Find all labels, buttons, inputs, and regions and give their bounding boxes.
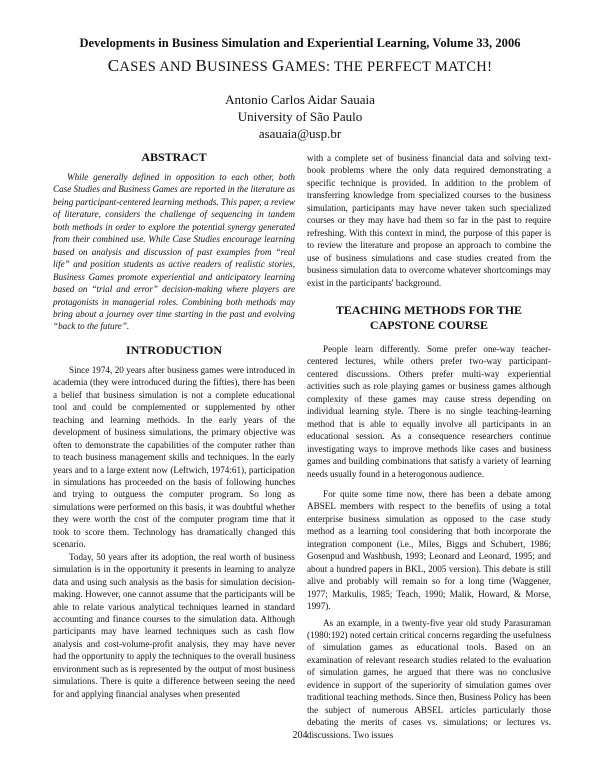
- author-name: Antonio Carlos Aidar Sauaia: [225, 92, 375, 107]
- introduction-heading: INTRODUCTION: [125, 342, 222, 357]
- teaching-methods-heading: TEACHING METHODS FOR THE CAPSTONE COURSE: [335, 302, 523, 332]
- running-header: Developments in Business Simulation and Experiential Learning, Volume 33, 2006: [79, 36, 521, 50]
- page-number: 204: [292, 730, 308, 741]
- left-column: [53, 150, 295, 700]
- introduction-continued: with a complete set of business financial data and solving text-book problems where the only data required demonstrating a specific technique is provided. In addition to the problem of transferring knowledge from specialized courses to the business simulation, participants may have never taken such specialized courses or they may have had them so far in the past to require refreshing. With this context in mind, the purpose of this paper is to review the literature and propose an approach to combine the use of business simulations and case studies created from the business simulation data to overcome whatever shortcomings may exist in the participants' background.: [307, 153, 551, 288]
- introduction-paragraph: Today, 50 years after its adoption, the real worth of business simulation is in the opportunity it presents in learning to analyze data and using such analysis as the basis for simulation decision-making. However, one cannot assume that the participants will be able to relate various analytical techniques learned in standard accounting and finance courses to the simulation data. Although participants may have learned techniques such as cash flow analysis and cost-volume-profit analysis, they may have never had the opportunity to apply the techniques to the overall business environment such as is represented by the output of most business simulations. There is quite a difference between seeing the need for and applying financial analyses when presented: [53, 551, 295, 699]
- title-part: G: [271, 56, 285, 75]
- author-affiliation: University of São Paulo: [237, 109, 363, 124]
- introduction-paragraph: Since 1974, 20 years after business games were introduced in academia (they were introduced during the fifties), there has been a belief that business simulation is not a complete educational tool and could be complemented or supplemented by other teaching and learning methods. In the early years of the development of business simulations, the primary objective was often to demonstrate the capabilities of the computer rather than to teach business management skills and techniques. In the early years and to a large extent now (Leftwich, 1974:61), participation in simulations has proceeded on the basis of following hunches and trying to outguess the computer program. So long as simulations were performed on this basis, it was doubtful whether they were worth the cost of the computer program time that it took to score them. Technology has dramatically changed this scenario.: [53, 364, 295, 550]
- teaching-methods-paragraph: People learn differently. Some prefer one-way teacher-centered lectures, while others prefer two-way participant-centered discussions. Others prefer multi-way experiential activities such as role playing games or business games although complexity of these games may cause stress depending on individual learning style. There is no single teaching-learning method that is able to equally involve all participants in an educational session. As a consequence researchers continue investigating ways to improve methods like cases and business games and building combinations that satisfy a variety of learning needs usually found in a heterogonous audience.: [307, 343, 551, 479]
- author-block: [0, 91, 600, 142]
- teaching-methods-paragraph: As an example, in a twenty-five year old study Parasuraman (1980:192) noted certain critical concerns regarding the usefulness of simulation games as educational tools. Based on an examination of relevant research studies related to the evaluation of simulation games, he argued that there was no conclusive evidence in support of the superiority of simulation games over traditional teaching methods. Since then, Business Policy has been the subject of numerous ABSEL articles particularly those debating the merits of cases vs. simulations; or lectures vs. discussions. Two issues: [307, 617, 551, 740]
- abstract-heading: ABSTRACT: [141, 150, 207, 164]
- right-column: [307, 152, 551, 741]
- title-part: AMES: THE PERFECT MATCH!: [284, 59, 493, 75]
- title-part: ASES AND: [119, 59, 196, 75]
- paper-title: [0, 56, 600, 76]
- title-part: B: [195, 56, 208, 75]
- teaching-methods-paragraph: For quite some time now, there has been a debate among ABSEL members with respect to the benefits of using a total enterprise business simulation as opposed to the case study method as a learning tool considering that both incorporate the integration component (i.e., Miles, Biggs and Schubert, 1986; Gosenpud and Washbush, 1993; Leonard and Leonard, 1995; and about a hundred papers in BKL, 2005 version). This debate is still alive and probably will remain so for a long time (Waggener, 1977; Markulis, 1985; Teach, 1990; Malik, Howard, & Morse, 1997).: [307, 488, 551, 612]
- abstract-text: While generally defined in opposition to each other, both Case Studies and Business Games are reported in the literature as being participant-centered learning methods. This paper, a review of literature, considers the challenge of sequencing in tandem both methods in order to explore the potential synergy generated from their combined use. While Case Studies encourage learning based on analysis and discussion of past examples from “real life” and position students as active readers of realistic stories, Business Games promote experiential and anticipatory learning based on “trial and error” decision-making where players are protagonists in managerial roles. Combining both methods may bring about a journey over time starting in the past and evolving “back to the future”.: [53, 172, 295, 332]
- author-email[interactable]: asauaia@usp.br: [258, 126, 342, 141]
- title-part: USINESS: [207, 59, 272, 75]
- title-part: C: [107, 56, 120, 75]
